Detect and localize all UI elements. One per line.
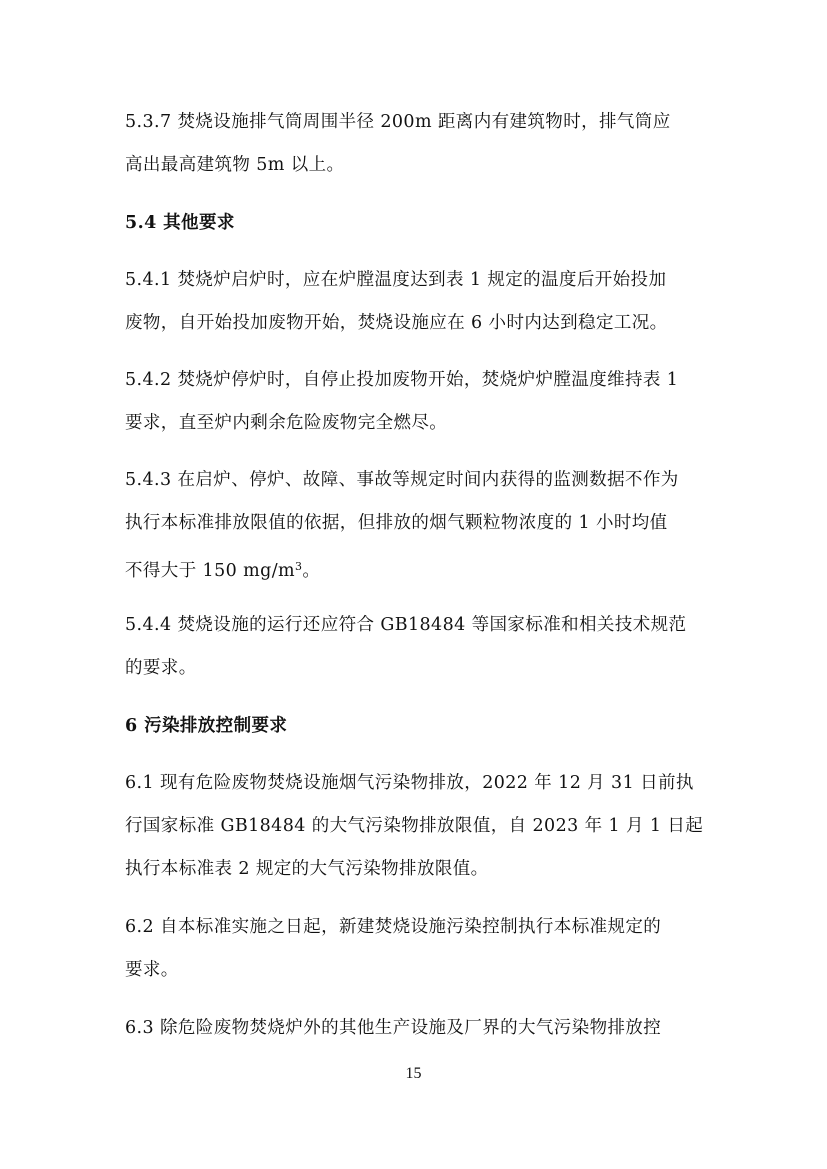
para-5-4-2-line-2: 要求，直至炉内剩余危险废物完全燃尽。	[125, 413, 448, 433]
para-5-4-4-line-2: 的要求。	[125, 658, 197, 678]
page-number: 15	[405, 1065, 422, 1082]
section-heading-6: 6 污染排放控制要求	[125, 716, 288, 736]
para-5-4-1-line-1: 5.4.1 焚烧炉启炉时，应在炉膛温度达到表 1 规定的温度后开始投加	[125, 270, 667, 290]
para-5-3-7-line-2: 高出最高建筑物 5m 以上。	[125, 155, 345, 175]
para-5-4-2-line-1: 5.4.2 焚烧炉停炉时，自停止投加废物开始，焚烧炉炉膛温度维持表 1	[125, 370, 679, 390]
para-5-4-3-line-1: 5.4.3 在启炉、停炉、故障、事故等规定时间内获得的监测数据不作为	[125, 470, 679, 490]
para-5-4-3-line-3	[125, 555, 320, 583]
para-5-4-3-line-2: 执行本标准排放限值的依据，但排放的烟气颗粒物浓度的 1 小时均值	[125, 513, 668, 533]
para-6-1-line-2: 行国家标准 GB18484 的大气污染物排放限值，自 2023 年 1 月 1 日起	[125, 816, 704, 836]
section-heading-5-4: 5.4 其他要求	[125, 213, 235, 233]
para-5-3-7-line-1: 5.3.7 焚烧设施排气筒周围半径 200m 距离内有建筑物时，排气筒应	[125, 112, 671, 132]
para-6-2-line-2: 要求。	[125, 960, 179, 980]
para-6-1-line-1: 6.1 现有危险废物焚烧设施烟气污染物排放，2022 年 12 月 31 日前执	[125, 773, 694, 793]
superscript-3: 3	[295, 560, 303, 573]
para-6-1-line-3: 执行本标准表 2 规定的大气污染物排放限值。	[125, 859, 489, 879]
period: 。	[302, 561, 321, 581]
para-5-4-3-text: 不得大于 150 mg/m	[125, 561, 296, 581]
para-6-3-line-1: 6.3 除危险废物焚烧炉外的其他生产设施及厂界的大气污染物排放控	[125, 1018, 662, 1038]
para-6-2-line-1: 6.2 自本标准实施之日起，新建焚烧设施污染控制执行本标准规定的	[125, 917, 662, 937]
para-5-4-4-line-1: 5.4.4 焚烧设施的运行还应符合 GB18484 等国家标准和相关技术规范	[125, 615, 687, 635]
para-5-4-1-line-2: 废物，自开始投加废物开始，焚烧设施应在 6 小时内达到稳定工况。	[125, 313, 668, 333]
